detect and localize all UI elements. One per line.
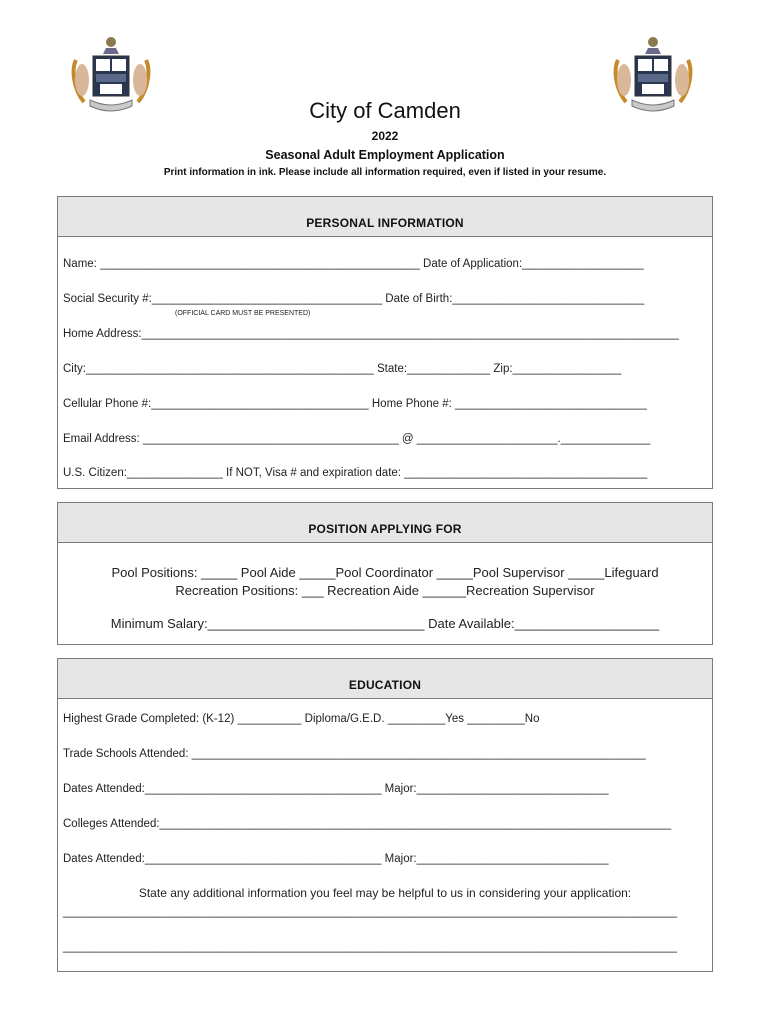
personal-information-heading: PERSONAL INFORMATION [58,197,712,237]
instructions-text: Print information in ink. Please include all information required, even if listed in your resume. [163,167,607,178]
recreation-positions-line-text: Recreation Positions: ___ Recreation Aide ______Recreation Supervisor [175,583,595,598]
email-field-line[interactable]: Email Address: ________________________________________ @ ______________________.______________ [63,433,651,445]
salary-availability-line-text: Minimum Salary:______________________________ Date Available:____________________ [110,616,660,631]
highest-grade-line[interactable]: Highest Grade Completed: (K-12) __________ Diploma/G.E.D. _________Yes _________No [63,713,540,725]
city-state-zip-field-line[interactable]: City:_____________________________________________ State:_____________ Zip:_________________ [63,363,622,375]
name-field-line[interactable]: Name: __________________________________________________ Date of Application:___________________ [63,258,644,270]
personal-information-section [57,196,713,489]
document-subtitle: Seasonal Adult Employment Application [265,148,505,162]
recreation-positions-line[interactable] [58,583,712,598]
position-section [57,502,713,645]
salary-availability-line[interactable] [58,616,712,631]
card-note: (OFFICIAL CARD MUST BE PRESENTED) [175,310,311,317]
home-address-field-line[interactable]: Home Address:____________________________________________________________________________________ [63,328,679,340]
additional-info-line-1[interactable]: ________________________________________________________________________________________________ [63,906,677,918]
phone-field-line[interactable]: Cellular Phone #:__________________________________ Home Phone #: ______________________________ [63,398,647,410]
pool-positions-line[interactable] [58,565,712,580]
education-section [57,658,713,972]
trade-dates-line[interactable]: Dates Attended:_____________________________________ Major:______________________________ [63,783,609,795]
citizen-field-line[interactable]: U.S. Citizen:_______________ If NOT, Visa # and expiration date: ______________________________________ [63,467,648,479]
additional-info-prompt [58,886,712,900]
ssn-field-line[interactable]: Social Security #:____________________________________ Date of Birth:______________________________ [63,293,645,305]
position-heading: POSITION APPLYING FOR [58,503,712,543]
additional-info-line-2[interactable]: ________________________________________________________________________________________________ [63,941,677,953]
education-heading: EDUCATION [58,659,712,699]
pool-positions-line-text: Pool Positions: _____ Pool Aide _____Pool Coordinator _____Pool Supervisor _____Lifeguard [111,565,659,580]
additional-info-prompt-text: State any additional information you feel may be helpful to us in considering your application: [138,886,632,900]
college-dates-line[interactable]: Dates Attended:_____________________________________ Major:______________________________ [63,853,609,865]
trade-schools-line[interactable]: Trade Schools Attended: _______________________________________________________________________ [63,748,646,760]
document-title: City of Camden [309,98,461,123]
colleges-line[interactable]: Colleges Attended:________________________________________________________________________________ [63,818,672,830]
document-year: 2022 [371,129,399,143]
